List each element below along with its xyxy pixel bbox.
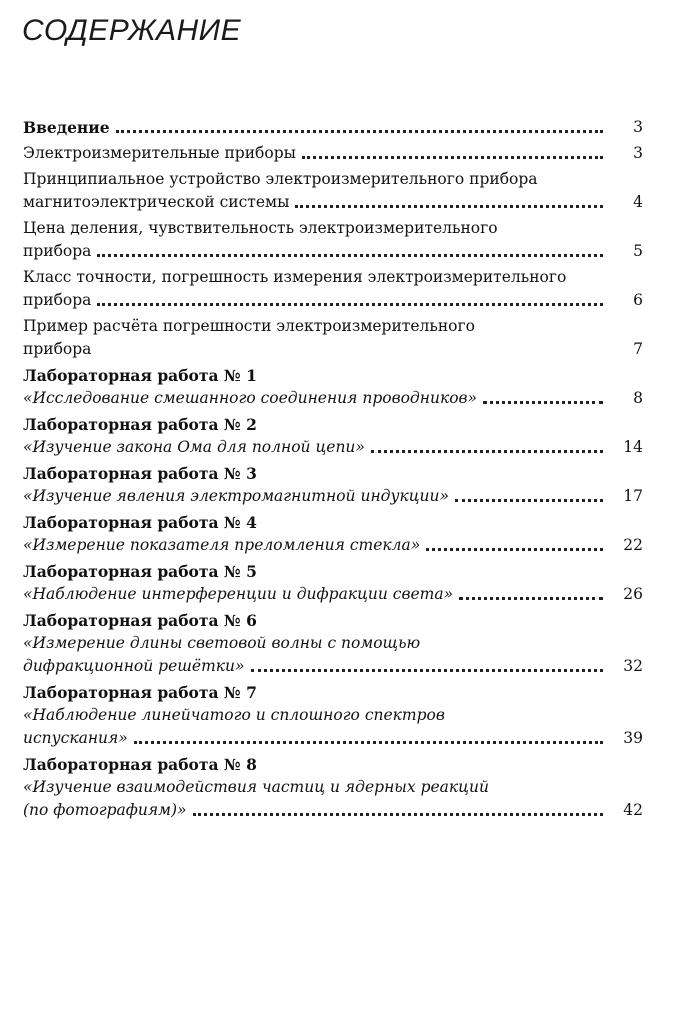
dot-leader [97, 303, 603, 306]
toc-entry-label: Цена деления, чувствительность электроизмерительного [23, 219, 498, 237]
lab-title: «Наблюдение интерференции и дифракции света» [23, 585, 454, 603]
table-of-contents [23, 116, 643, 825]
toc-page-number: 22 [623, 536, 643, 554]
toc-entry-label: Класс точности, погрешность измерения электроизмерительного [23, 268, 567, 286]
dot-leader [426, 548, 603, 551]
toc-page-number: 5 [633, 242, 643, 260]
toc-entry-lab-2[interactable] [23, 413, 643, 459]
lab-heading: Лабораторная работа № 3 [23, 464, 257, 483]
toc-entry-intro[interactable] [23, 116, 643, 139]
dot-leader [302, 156, 603, 159]
lab-title: «Измерение длины световой волны с помощью [23, 634, 421, 652]
toc-entry-lab-3[interactable] [23, 462, 643, 508]
toc-entry-label: Введение [23, 118, 110, 137]
dot-leader [193, 813, 603, 816]
dot-leader [116, 130, 603, 133]
toc-entry-instruments[interactable] [23, 142, 643, 165]
toc-entry-lab-4[interactable] [23, 511, 643, 557]
toc-entry-example[interactable] [23, 315, 643, 361]
toc-entry-label-cont: прибора [23, 242, 92, 260]
toc-entry-division[interactable] [23, 217, 643, 263]
toc-page-number: 7 [633, 340, 643, 358]
toc-page-number: 42 [623, 801, 643, 819]
toc-entry-lab-1[interactable] [23, 364, 643, 410]
toc-entry-label-cont: прибора [23, 291, 92, 309]
page-title: СОДЕРЖАНИЕ [22, 14, 242, 47]
dot-leader [371, 450, 603, 453]
toc-entry-label-cont: магнитоэлектрической системы [23, 193, 290, 211]
toc-page-number: 3 [633, 144, 643, 162]
lab-title-cont: испускания» [23, 729, 128, 747]
toc-entry-lab-5[interactable] [23, 560, 643, 606]
lab-title-cont: дифракционной решётки» [23, 657, 245, 675]
dot-leader [97, 254, 603, 257]
lab-title: «Исследование смешанного соединения проводников» [23, 389, 478, 407]
lab-heading: Лабораторная работа № 7 [23, 683, 257, 702]
toc-entry-lab-6[interactable] [23, 609, 643, 678]
toc-page-number: 39 [623, 729, 643, 747]
lab-heading: Лабораторная работа № 4 [23, 513, 257, 532]
lab-title: «Наблюдение линейчатого и сплошного спектров [23, 706, 445, 724]
toc-entry-accuracy[interactable] [23, 266, 643, 312]
toc-entry-lab-7[interactable] [23, 681, 643, 750]
dot-leader [295, 205, 603, 208]
lab-heading: Лабораторная работа № 8 [23, 755, 257, 774]
toc-entry-label: Пример расчёта погрешности электроизмерительного [23, 317, 475, 335]
toc-page-number: 32 [623, 657, 643, 675]
lab-heading: Лабораторная работа № 6 [23, 611, 257, 630]
lab-title-cont: (по фотографиям)» [23, 801, 187, 819]
lab-heading: Лабораторная работа № 1 [23, 366, 257, 385]
lab-title: «Измерение показателя преломления стекла» [23, 536, 421, 554]
toc-entry-label: Принципиальное устройство электроизмерительного прибора [23, 170, 538, 188]
toc-entry-lab-8[interactable] [23, 753, 643, 822]
dot-leader [459, 597, 603, 600]
toc-entry-label-cont: прибора [23, 340, 92, 358]
toc-page-number: 14 [623, 438, 643, 456]
dot-leader [251, 669, 603, 672]
toc-entry-label: Электроизмерительные приборы [23, 144, 296, 162]
toc-page-number: 3 [633, 118, 643, 136]
lab-title: «Изучение взаимодействия частиц и ядерных реакций [23, 778, 489, 796]
lab-heading: Лабораторная работа № 2 [23, 415, 257, 434]
toc-entry-device[interactable] [23, 168, 643, 214]
toc-page-number: 17 [623, 487, 643, 505]
toc-page-number: 26 [623, 585, 643, 603]
lab-heading: Лабораторная работа № 5 [23, 562, 257, 581]
lab-title: «Изучение явления электромагнитной индукции» [23, 487, 449, 505]
toc-page-number: 8 [633, 389, 643, 407]
toc-page-number: 6 [633, 291, 643, 309]
lab-title: «Изучение закона Ома для полной цепи» [23, 438, 365, 456]
dot-leader [483, 401, 603, 404]
dot-leader [134, 741, 603, 744]
toc-page-number: 4 [633, 193, 643, 211]
dot-leader [455, 499, 603, 502]
